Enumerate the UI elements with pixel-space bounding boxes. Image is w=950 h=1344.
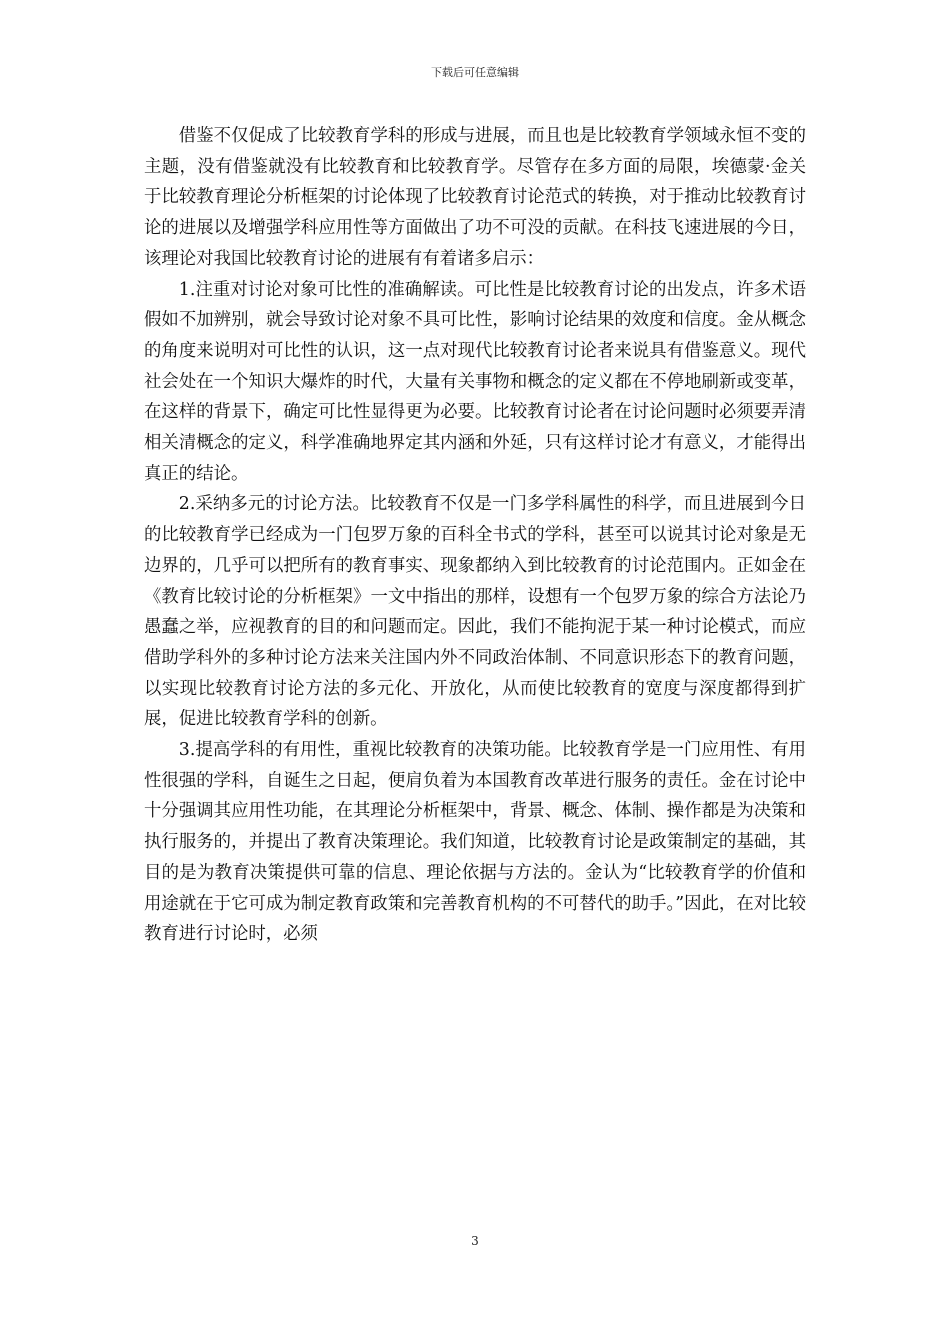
page-header: 下载后可任意编辑 [431,66,519,79]
paragraph-point-2: 2.采纳多元的讨论方法。比较教育不仅是一门多学科属性的科学，而且进展到今日的比较教育学已经成为一门包罗万象的百科全书式的学科，甚至可以说其讨论对象是无边界的，几乎可以把所有的教育事实、现象都纳入到比较教育的讨论范围内。正如金在《教育比较讨论的分析框架》一文中指出的那样，设想有一个包罗万象的综合方法论乃愚蠢之举，应视教育的目的和问题而定。因此，我们不能拘泥于某一种讨论模式，而应借助学科外的多种讨论方法来关注国内外不同政治体制、不同意识形态下的教育问题，以实现比较教育讨论方法的多元化、开放化，从而使比较教育的宽度与深度都得到扩展，促进比较教育学科的创新。 [144,494,806,730]
page-number: 3 [471,1234,479,1248]
document-body [144,121,806,950]
paragraph-intro: 借鉴不仅促成了比较教育学科的形成与进展，而且也是比较教育学领域永恒不变的主题，没有借鉴就没有比较教育和比较教育学。尽管存在多方面的局限，埃德蒙·金关于比较教育理论分析框架的讨论体现了比较教育讨论范式的转换，对于推动比较教育讨论的进展以及增强学科应用性等方面做出了功不可没的贡献。在科技飞速进展的今日，该理论对我国比较教育讨论的进展有有着诸多启示： [144,126,806,269]
paragraph-point-1: 1.注重对讨论对象可比性的准确解读。可比性是比较教育讨论的出发点，许多术语假如不加辨别，就会导致讨论对象不具可比性，影响讨论结果的效度和信度。金从概念的角度来说明对可比性的认识，这一点对现代比较教育讨论者来说具有借鉴意义。现代社会处在一个知识大爆炸的时代，大量有关事物和概念的定义都在不停地刷新或变革，在这样的背景下，确定可比性显得更为必要。比较教育讨论者在讨论问题时必须要弄清相关清概念的定义，科学准确地界定其内涵和外延，只有这样讨论才有意义，才能得出真正的结论。 [144,279,806,484]
paragraph-point-3: 3.提高学科的有用性，重视比较教育的决策功能。比较教育学是一门应用性、有用性很强的学科，自诞生之日起，便肩负着为本国教育改革进行服务的责任。金在讨论中十分强调其应用性功能，在其理论分析框架中，背景、概念、体制、操作都是为决策和执行服务的，并提出了教育决策理论。我们知道，比较教育讨论是政策制定的基础，其目的是为教育决策提供可靠的信息、理论依据与方法的。金认为“比较教育学的价值和用途就在于它可成为制定教育政策和完善教育机构的不可替代的助手。”因此，在对比较教育进行讨论时，必须 [144,740,806,945]
